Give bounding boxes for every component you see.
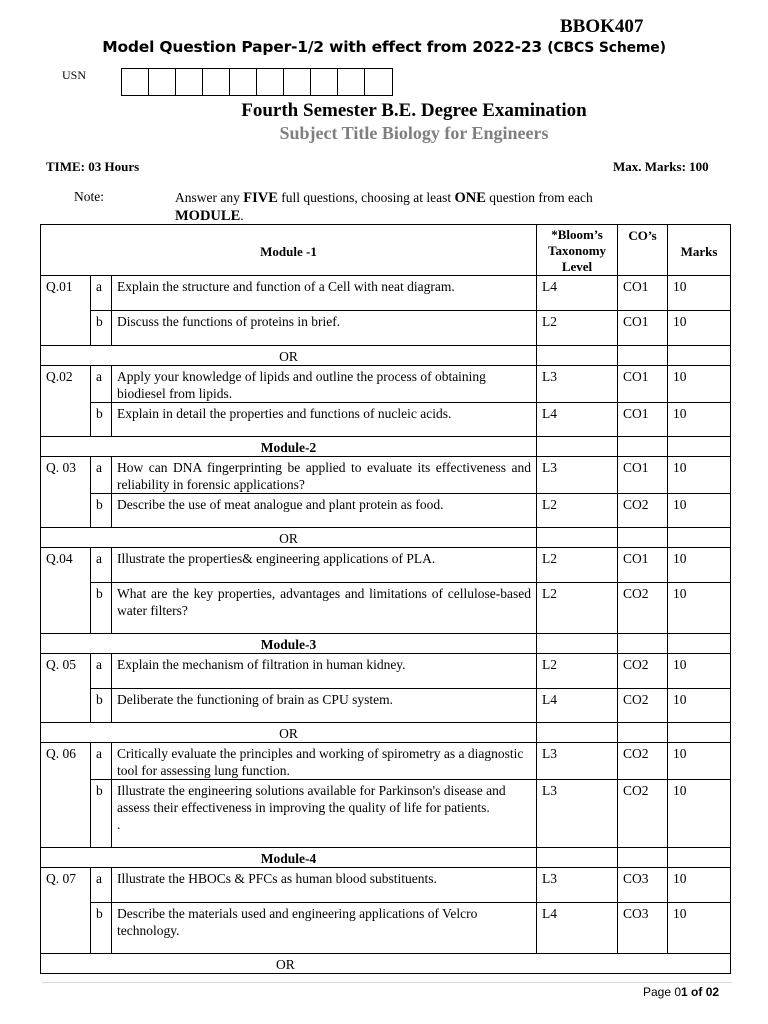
table-row bbox=[41, 743, 731, 780]
table-row bbox=[41, 366, 731, 403]
blooms-level: L4 bbox=[537, 403, 618, 437]
marks-value: 10 bbox=[668, 654, 731, 689]
usn-box bbox=[257, 69, 284, 95]
model-title-text: Model Question Paper-1/2 with effect from 2022-23 bbox=[102, 38, 542, 56]
module-row bbox=[41, 848, 731, 868]
marks-value: 10 bbox=[668, 311, 731, 346]
max-marks-label: Max. Marks: 100 bbox=[613, 159, 709, 174]
module-heading: Module-4 bbox=[41, 848, 537, 868]
subject-title: Subject Title Biology for Engineers bbox=[279, 123, 549, 143]
usn-box bbox=[311, 69, 338, 95]
part-label: b bbox=[91, 494, 112, 528]
part-label: a bbox=[91, 548, 112, 583]
question-number: Q.04 bbox=[41, 548, 91, 634]
co-value: CO1 bbox=[618, 366, 668, 403]
blooms-level: L2 bbox=[537, 494, 618, 528]
note-text bbox=[175, 189, 675, 225]
usn-box bbox=[149, 69, 176, 95]
note-part: Answer any bbox=[175, 190, 244, 205]
co-value: CO1 bbox=[618, 311, 668, 346]
subject-code: BBOK407 bbox=[560, 16, 644, 37]
table-row bbox=[41, 689, 731, 723]
blooms-level: L2 bbox=[537, 548, 618, 583]
table-row bbox=[41, 311, 731, 346]
usn-box bbox=[122, 69, 149, 95]
part-label: b bbox=[91, 903, 112, 954]
table-row bbox=[41, 548, 731, 583]
blooms-level: L3 bbox=[537, 743, 618, 780]
marks-value: 10 bbox=[668, 780, 731, 848]
marks-value: 10 bbox=[668, 689, 731, 723]
question-number: Q. 05 bbox=[41, 654, 91, 723]
or-row bbox=[41, 346, 731, 366]
blooms-level: L4 bbox=[537, 276, 618, 311]
co-value: CO2 bbox=[618, 780, 668, 848]
blooms-level: L3 bbox=[537, 868, 618, 903]
question-text: Explain the mechanism of filtration in human kidney. bbox=[112, 654, 537, 689]
table-row bbox=[41, 276, 731, 311]
module-row bbox=[41, 634, 731, 654]
marks-value: 10 bbox=[668, 457, 731, 494]
part-label: a bbox=[91, 868, 112, 903]
or-row bbox=[41, 954, 731, 974]
page-rest: 1 of 02 bbox=[681, 985, 720, 999]
marks-value: 10 bbox=[668, 868, 731, 903]
blooms-level: L2 bbox=[537, 311, 618, 346]
blooms-level: L3 bbox=[537, 780, 618, 848]
note-one: ONE bbox=[454, 190, 486, 206]
table-row bbox=[41, 903, 731, 954]
module-heading: Module-2 bbox=[41, 437, 537, 457]
question-text: Discuss the functions of proteins in brief. bbox=[112, 311, 537, 346]
question-text: Illustrate the HBOCs & PFCs as human blood substituents. bbox=[112, 868, 537, 903]
module-heading: Module -1 bbox=[41, 225, 537, 276]
note-label: Note: bbox=[74, 189, 104, 204]
table-header-row bbox=[41, 225, 731, 276]
page-prefix: Page 0 bbox=[643, 985, 682, 999]
part-label: a bbox=[91, 457, 112, 494]
question-number: Q. 03 bbox=[41, 457, 91, 528]
question-text: Describe the materials used and engineering applications of Velcro technology. bbox=[112, 903, 537, 954]
question-text: How can DNA fingerprinting be applied to evaluate its effectiveness and reliability in forensic applications? bbox=[112, 457, 537, 494]
module-heading: Module-3 bbox=[41, 634, 537, 654]
question-number: Q.01 bbox=[41, 276, 91, 346]
usn-box bbox=[176, 69, 203, 95]
question-text: What are the key properties, advantages and limitations of cellulose-based water filters? bbox=[112, 583, 537, 634]
or-label: OR bbox=[41, 346, 537, 366]
marks-value: 10 bbox=[668, 743, 731, 780]
blooms-level: L2 bbox=[537, 654, 618, 689]
usn-label: USN bbox=[62, 68, 87, 82]
question-text: Explain the structure and function of a Cell with neat diagram. bbox=[112, 276, 537, 311]
marks-value: 10 bbox=[668, 548, 731, 583]
marks-value: 10 bbox=[668, 583, 731, 634]
marks-value: 10 bbox=[668, 403, 731, 437]
question-text: Deliberate the functioning of brain as CPU system. bbox=[112, 689, 537, 723]
usn-box bbox=[284, 69, 311, 95]
table-row bbox=[41, 654, 731, 689]
blooms-level: L3 bbox=[537, 366, 618, 403]
part-label: a bbox=[91, 366, 112, 403]
part-label: b bbox=[91, 403, 112, 437]
co-value: CO1 bbox=[618, 403, 668, 437]
note-module: MODULE bbox=[175, 208, 241, 224]
table-row bbox=[41, 403, 731, 437]
part-label: b bbox=[91, 311, 112, 346]
usn-box bbox=[203, 69, 230, 95]
co-value: CO3 bbox=[618, 903, 668, 954]
or-row bbox=[41, 723, 731, 743]
time-label: TIME: 03 Hours bbox=[46, 159, 140, 174]
co-value: CO2 bbox=[618, 583, 668, 634]
part-label: b bbox=[91, 780, 112, 848]
usn-box bbox=[338, 69, 365, 95]
question-text: Explain in detail the properties and functions of nucleic acids. bbox=[112, 403, 537, 437]
or-text: OR bbox=[276, 957, 295, 972]
co-value: CO3 bbox=[618, 868, 668, 903]
marks-value: 10 bbox=[668, 903, 731, 954]
co-value: CO1 bbox=[618, 457, 668, 494]
part-label: b bbox=[91, 689, 112, 723]
or-label bbox=[41, 954, 731, 974]
note-five: FIVE bbox=[243, 190, 278, 206]
marks-value: 10 bbox=[668, 276, 731, 311]
part-label: a bbox=[91, 743, 112, 780]
scheme-label: (CBCS Scheme) bbox=[547, 40, 666, 56]
part-label: a bbox=[91, 276, 112, 311]
table-row bbox=[41, 494, 731, 528]
module-row bbox=[41, 437, 731, 457]
question-text: Critically evaluate the principles and working of spirometry as a diagnostic tool for assessing lung function. bbox=[112, 743, 537, 780]
or-label: OR bbox=[41, 528, 537, 548]
marks-header: Marks bbox=[668, 225, 731, 276]
usn-boxes bbox=[121, 68, 393, 96]
question-number: Q. 07 bbox=[41, 868, 91, 954]
usn-box bbox=[230, 69, 257, 95]
question-text bbox=[112, 780, 537, 848]
question-number: Q. 06 bbox=[41, 743, 91, 848]
or-row bbox=[41, 528, 731, 548]
blooms-level: L4 bbox=[537, 689, 618, 723]
co-value: CO2 bbox=[618, 743, 668, 780]
table-row bbox=[41, 457, 731, 494]
note-part: . bbox=[240, 208, 244, 223]
question-text: Describe the use of meat analogue and plant protein as food. bbox=[112, 494, 537, 528]
question-text: Apply your knowledge of lipids and outline the process of obtaining biodiesel from lipids. bbox=[112, 366, 537, 403]
marks-value: 10 bbox=[668, 494, 731, 528]
table-row bbox=[41, 583, 731, 634]
co-value: CO1 bbox=[618, 276, 668, 311]
cos-header: CO’s bbox=[618, 225, 668, 276]
or-label: OR bbox=[41, 723, 537, 743]
co-value: CO2 bbox=[618, 654, 668, 689]
question-text-body: Illustrate the engineering solutions available for Parkinson's disease and assess their effectiveness in improving the quality of life for patients. bbox=[117, 783, 506, 815]
blooms-header: *Bloom’s Taxonomy Level bbox=[537, 225, 618, 276]
note-part: full questions, choosing at least bbox=[277, 190, 455, 205]
marks-value: 10 bbox=[668, 366, 731, 403]
model-paper-title bbox=[0, 38, 768, 56]
question-table bbox=[40, 224, 731, 974]
table-row bbox=[41, 780, 731, 848]
usn-box bbox=[365, 69, 392, 95]
table-row bbox=[41, 868, 731, 903]
co-value: CO1 bbox=[618, 548, 668, 583]
co-value: CO2 bbox=[618, 494, 668, 528]
exam-title: Fourth Semester B.E. Degree Examination bbox=[241, 100, 587, 121]
blooms-level: L4 bbox=[537, 903, 618, 954]
blooms-level: L3 bbox=[537, 457, 618, 494]
footer-divider bbox=[42, 982, 732, 983]
trailing-dot: . bbox=[117, 817, 121, 832]
part-label: a bbox=[91, 654, 112, 689]
question-text: Illustrate the properties& engineering applications of PLA. bbox=[112, 548, 537, 583]
blooms-level: L2 bbox=[537, 583, 618, 634]
note-part: question from each bbox=[485, 190, 593, 205]
page-number bbox=[643, 985, 719, 999]
co-value: CO2 bbox=[618, 689, 668, 723]
question-number: Q.02 bbox=[41, 366, 91, 437]
part-label: b bbox=[91, 583, 112, 634]
